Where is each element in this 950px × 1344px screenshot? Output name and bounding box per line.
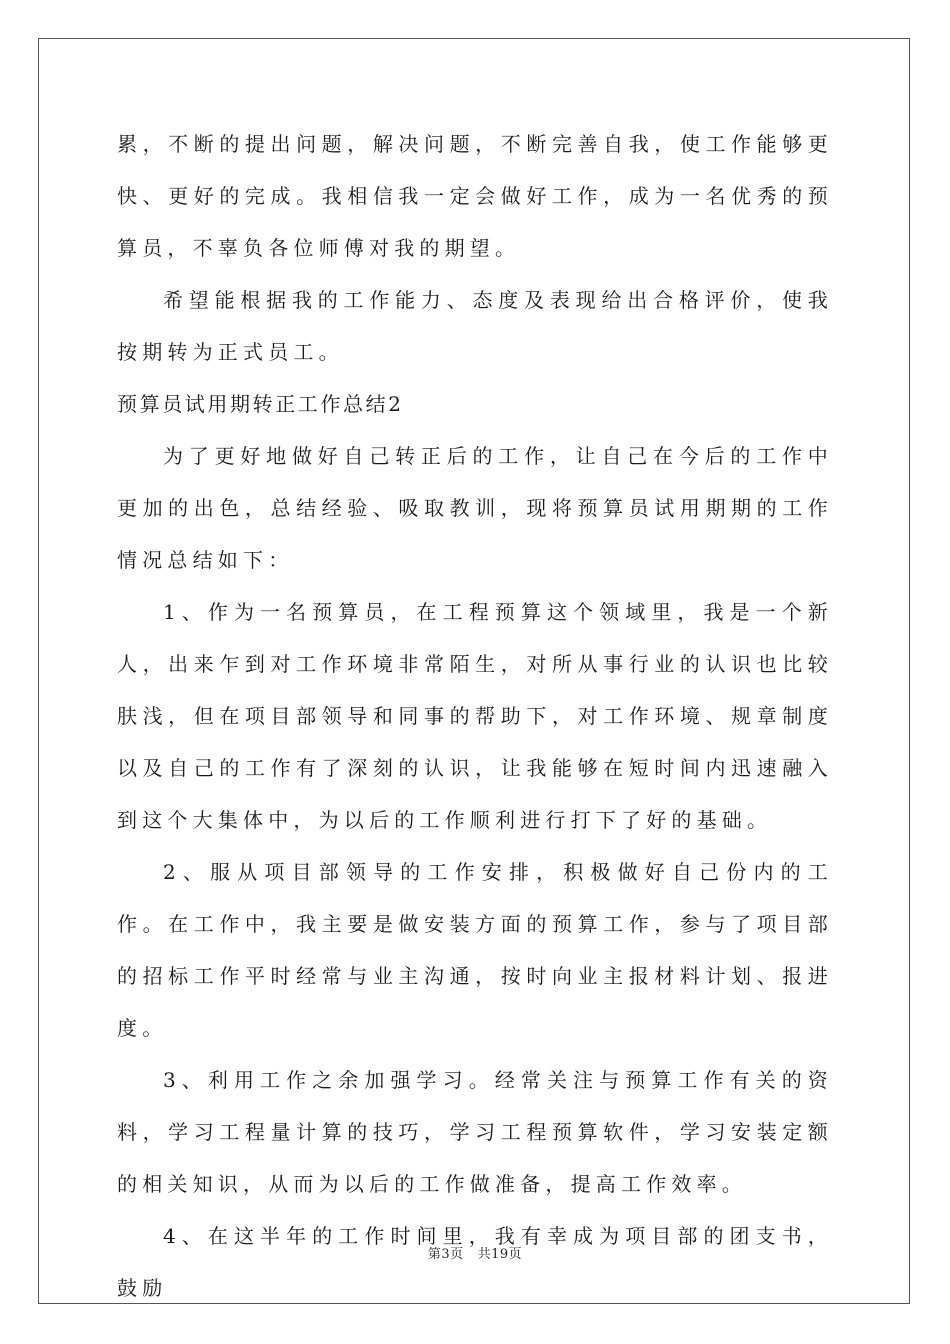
page-footer [0,1246,950,1264]
page-number: 第3页 [427,1247,464,1262]
paragraph-intro: 为了更好地做好自己转正后的工作，让自己在今后的工作中更加的出色，总结经验、吸取教训，现将预算员试用期期的工作情况总结如下： [117,444,833,572]
paragraph-item-2: 2、服从项目部领导的工作安排，积极做好自己份内的工作。在工作中，我主要是做安装方面的预算工作，参与了项目部的招标工作平时经常与业主沟通，按时向业主报材料计划、报进度。 [117,860,833,1040]
paragraph-continuation: 累，不断的提出问题，解决问题，不断完善自我，使工作能够更快、更好的完成。我相信我一定会做好工作，成为一名优秀的预算员，不辜负各位师傅对我的期望。 [117,132,833,260]
paragraph-item-3: 3、利用工作之余加强学习。经常关注与预算工作有关的资料，学习工程量计算的技巧，学习工程预算软件，学习安装定额的相关知识，从而为以后的工作做准备，提高工作效率。 [117,1068,833,1196]
paragraph-evaluation-request: 希望能根据我的工作能力、态度及表现给出合格评价，使我按期转为正式员工。 [117,288,833,364]
section-heading: 预算员试用期转正工作总结2 [117,392,404,416]
document-body [117,118,833,1314]
paragraph-item-1: 1、作为一名预算员，在工程预算这个领域里，我是一个新人，出来乍到对工作环境非常陌生，对所从事行业的认识也比较肤浅，但在项目部领导和同事的帮助下，对工作环境、规章制度以及自己的工作有了深刻的认识，让我能够在短时间内迅速融入到这个大集体中，为以后的工作顺利进行打下了好的基础。 [117,600,833,832]
paragraph-item-4: 4、在这半年的工作时间里，我有幸成为项目部的团支书，鼓励 [117,1224,833,1300]
page-total: 共19页 [477,1247,523,1262]
